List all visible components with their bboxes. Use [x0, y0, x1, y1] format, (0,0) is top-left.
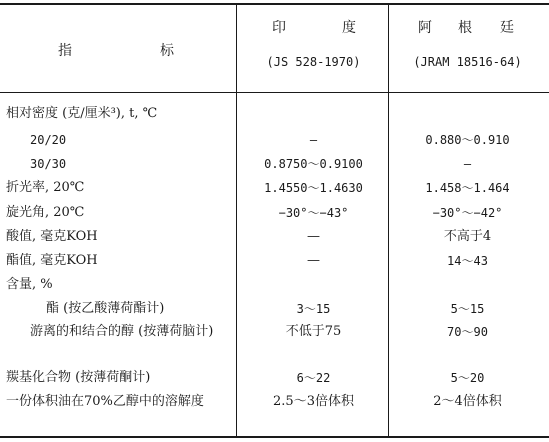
- row-value-argentina-20-20: 0.880～0.910: [425, 133, 510, 147]
- row-value-argentina-solubility: 2～4倍体积: [433, 394, 502, 409]
- row-label-20-20: 20/20: [30, 133, 67, 147]
- row-value-india-solubility: 2.5～3倍体积: [273, 394, 354, 409]
- row-value-india-alcohol: 不低于75: [285, 324, 342, 339]
- column-divider-2: [388, 3, 389, 437]
- table-bottom-rule: [0, 436, 549, 438]
- row-value-india-ester-value: —: [307, 253, 320, 268]
- row-value-india-ester: 3～15: [296, 302, 331, 316]
- row-value-argentina-acid-value: 不高于4: [443, 229, 492, 244]
- row-value-argentina-alcohol: 70～90: [447, 325, 488, 339]
- header-col2-char-3: 廷: [500, 20, 514, 36]
- row-value-argentina-optical-rotation: −30°～−42°: [432, 206, 503, 220]
- column-divider-1: [236, 3, 237, 437]
- row-value-india-carbonyl: 6～22: [296, 371, 331, 385]
- header-col1-char-1: 印: [272, 20, 286, 36]
- row-label-density: 相对密度 (克/厘米³), t, ℃: [6, 106, 158, 121]
- row-value-india-20-20: —: [309, 133, 318, 147]
- row-label-30-30: 30/30: [30, 157, 67, 171]
- row-label-acid-value: 酸值, 毫克KOH: [6, 229, 98, 244]
- row-value-india-30-30: 0.8750～0.9100: [264, 157, 363, 171]
- row-label-carbonyl: 羰基化合物 (按薄荷酮计): [6, 370, 151, 385]
- row-value-argentina-refractive-index: 1.458～1.464: [425, 181, 510, 195]
- row-value-argentina-ester-value: 14～43: [447, 254, 488, 268]
- row-label-alcohol: 游离的和结合的醇 (按薄荷脑计): [30, 324, 214, 339]
- header-col2-char-1: 阿: [418, 20, 432, 36]
- row-label-optical-rotation: 旋光角, 20℃: [6, 205, 85, 220]
- header-col1-char-2: 度: [342, 20, 356, 36]
- table-top-rule: [0, 3, 549, 5]
- header-bottom-rule: [0, 92, 549, 93]
- row-value-argentina-30-30: —: [463, 157, 472, 171]
- header-indicator-char-2: 标: [160, 43, 174, 59]
- row-value-india-acid-value: —: [307, 229, 320, 244]
- header-col1-standard: (JS 528-1970): [266, 55, 361, 69]
- row-label-solubility: 一份体积油在70%乙醇中的溶解度: [6, 394, 204, 409]
- header-col2-char-2: 根: [458, 20, 472, 36]
- header-indicator-char-1: 指: [58, 43, 72, 59]
- row-value-argentina-carbonyl: 5～20: [450, 371, 485, 385]
- row-label-content: 含量, %: [6, 277, 53, 292]
- row-value-argentina-ester: 5～15: [450, 302, 485, 316]
- row-value-india-refractive-index: 1.4550～1.4630: [264, 181, 363, 195]
- row-value-india-optical-rotation: −30°～−43°: [278, 206, 349, 220]
- header-col2-standard: (JRAM 18516-64): [413, 55, 522, 69]
- row-label-ester: 酯 (按乙酸薄荷酯计): [46, 301, 165, 316]
- row-label-ester-value: 酯值, 毫克KOH: [6, 253, 98, 268]
- row-label-refractive-index: 折光率, 20℃: [6, 180, 85, 195]
